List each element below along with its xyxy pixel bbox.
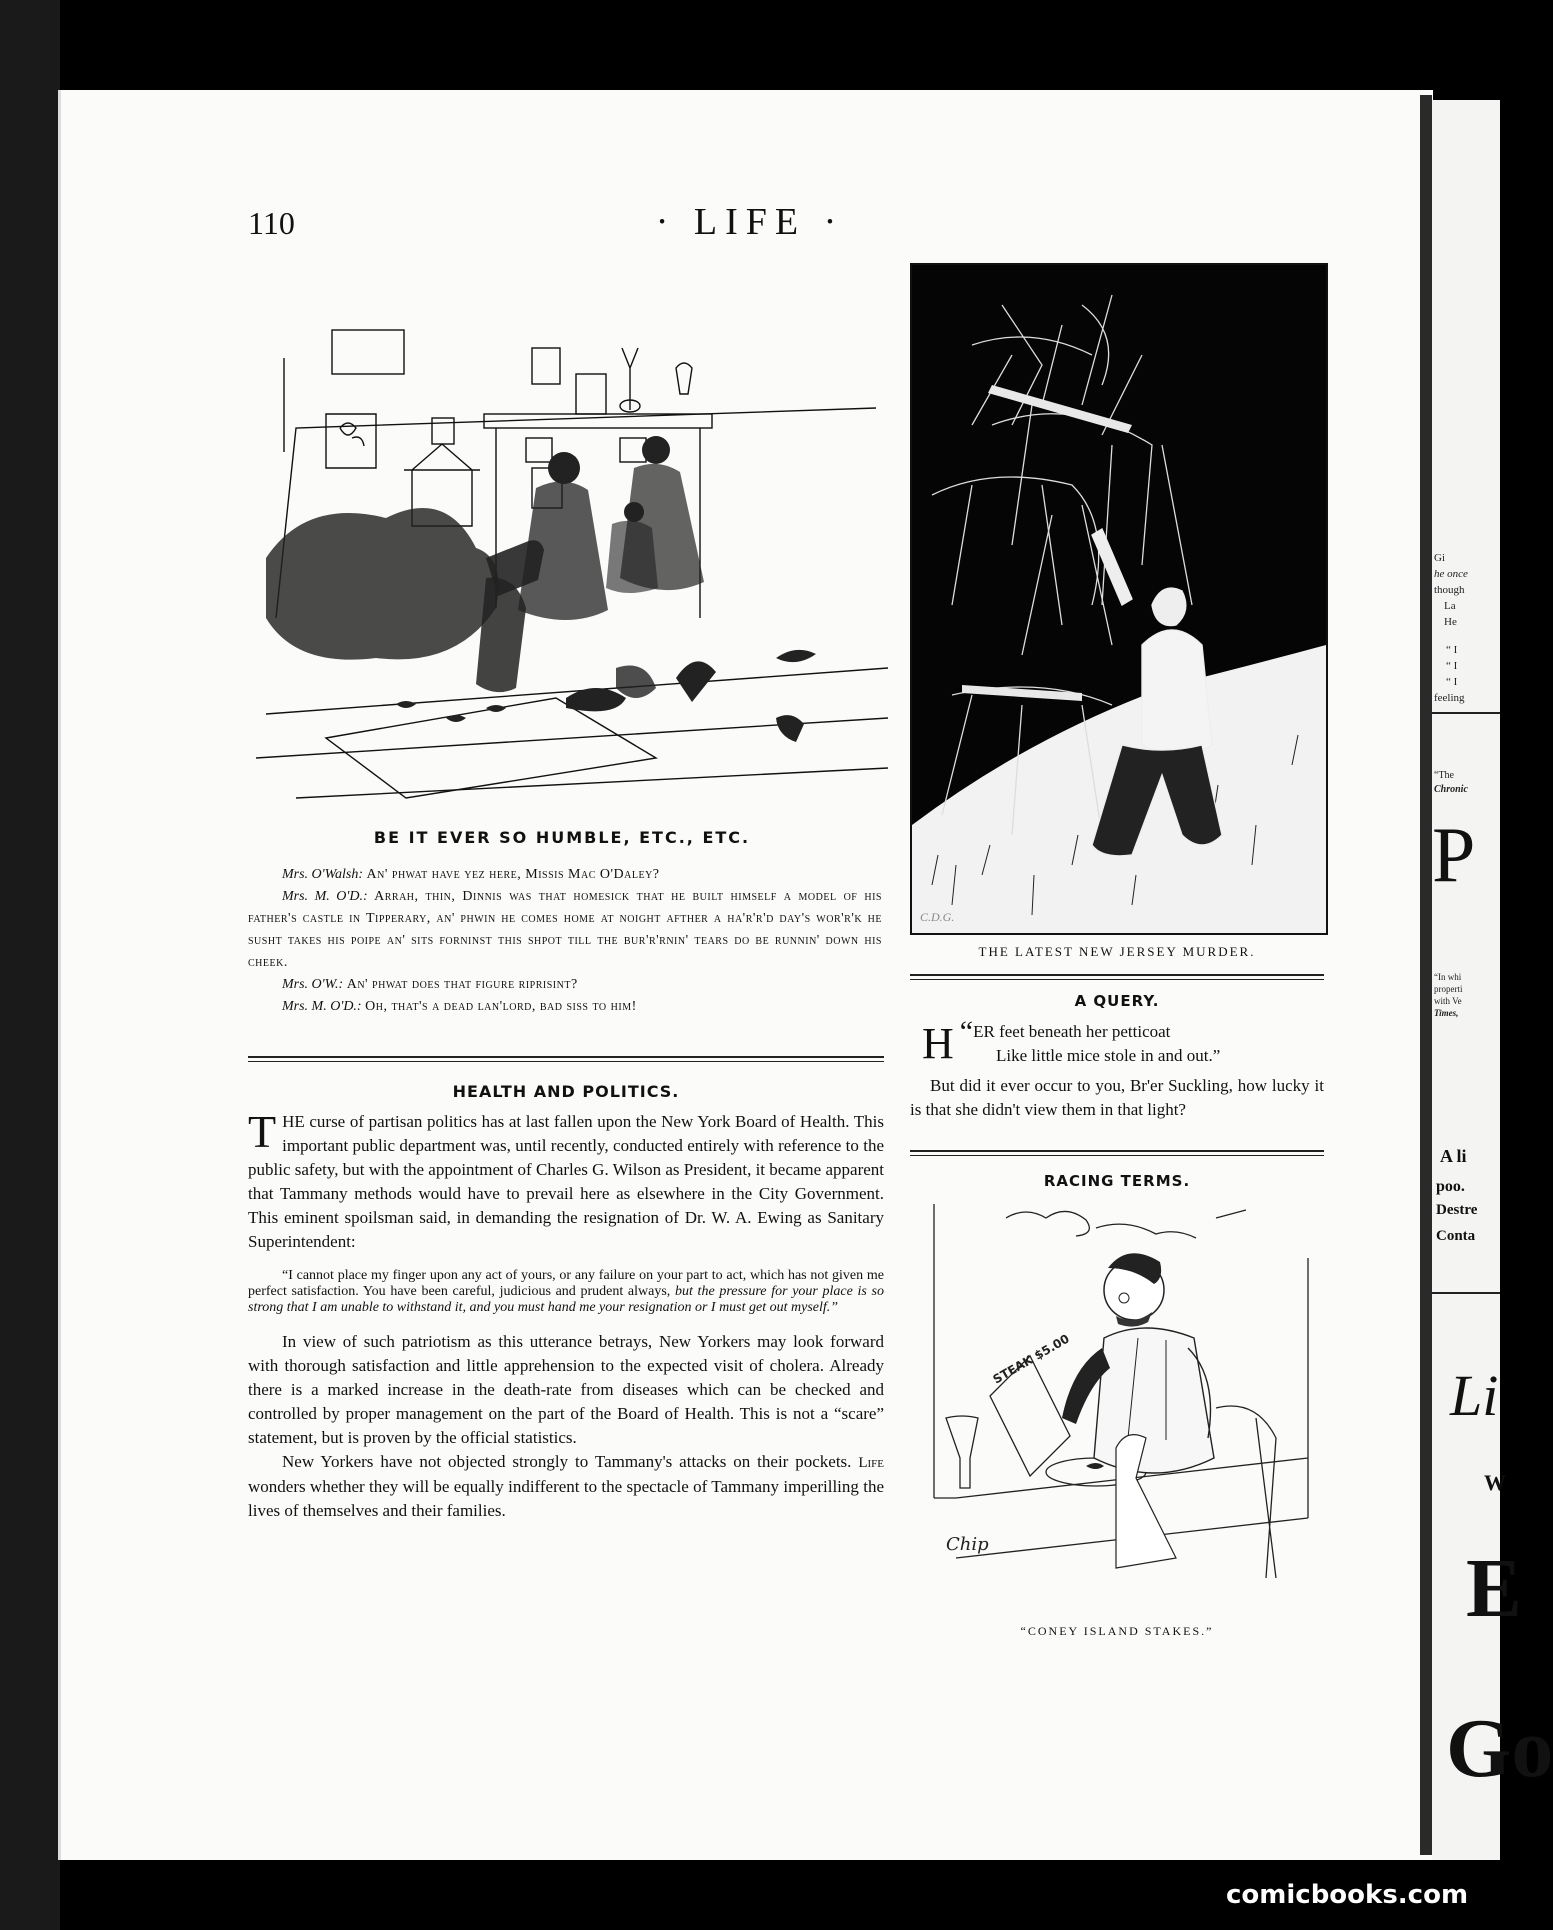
- facing-fragment: he once: [1434, 568, 1468, 580]
- dialogue-line: [248, 996, 882, 1018]
- facing-fragment: “ I: [1446, 676, 1458, 688]
- facing-fragment: poo.: [1436, 1178, 1465, 1195]
- racing-title: RACING TERMS.: [1043, 1172, 1191, 1190]
- facing-fragment: with Ve: [1434, 996, 1462, 1006]
- dialogue-text: Oh, that's a dead lan'lord, bad siss to him!: [365, 999, 637, 1014]
- svg-text:C.D.G.: C.D.G.: [920, 910, 955, 924]
- dialogue-line: [248, 864, 882, 886]
- cartoon-diner-illustration: [916, 1198, 1318, 1598]
- query-verse: Like little mice stole in and out.”: [996, 1046, 1221, 1065]
- scan-border: [0, 0, 60, 1930]
- speaker-label: Mrs. O'W.:: [282, 977, 344, 992]
- facing-fragment: “ I: [1446, 660, 1458, 672]
- masthead: · LIFE ·: [655, 201, 845, 243]
- facing-fragment: “ I: [1446, 644, 1458, 656]
- dialogue-text: Arrah, thin, Dinnis was that homesick that he built himself a model of his father's castle in Tipperary, an' phwin he comes home at noight afther a ha'r'r'd day's wor'r'k he susht takes his poipe an' sits forninst this shpot till the bur'r'rnin' tears do be runnin' down his cheek.: [248, 889, 882, 970]
- article-title: HEALTH AND POLITICS.: [452, 1082, 680, 1101]
- cartoon-dialogue: [248, 864, 882, 1018]
- article-paragraph: THE curse of partisan politics has at last fallen upon the New York Board of Health. This important public department was, until recently, conducted entirely with reference to the public safety, but with the appointment of Charles G. Wilson as President, it became apparent that Tammany methods would have to prevail here as elsewhere in the City Government. This eminent spoilsman said, in demanding the resignation of Dr. W. A. Ewing as Sanitary Superintendent:: [248, 1106, 884, 1251]
- facing-fragment: He: [1444, 616, 1457, 628]
- page-number: 110: [248, 205, 295, 241]
- section-divider: [910, 1150, 1324, 1156]
- facing-fragment: Li: [1450, 1363, 1499, 1428]
- query-verse: “ H ER feet beneath her petticoat: [922, 1015, 1171, 1068]
- section-divider: [910, 974, 1324, 980]
- facing-fragment: Destre: [1436, 1202, 1478, 1218]
- facing-fragment: A li: [1440, 1146, 1467, 1166]
- facing-fragment: Conta: [1436, 1228, 1476, 1244]
- drop-cap: H: [922, 1019, 954, 1068]
- dialogue-text: An' phwat have yez here, Missis Mac O'Daley?: [366, 867, 660, 882]
- facing-fragment: feeling: [1434, 692, 1465, 704]
- facing-fragment: W: [1484, 1470, 1506, 1495]
- facing-fragment: Times,: [1434, 1008, 1459, 1018]
- cartoon-caption: THE LATEST NEW JERSEY MURDER.: [978, 944, 1256, 959]
- facing-fragment: “The: [1434, 770, 1454, 781]
- article-paragraph: New Yorkers have not objected strongly to Tammany's attacks on their pockets. Life wonders whether they will be equally indifferent to the spectacle of Tammany imperilling the lives of themselves and their families.: [248, 1452, 884, 1520]
- facing-fragment: though: [1434, 584, 1465, 596]
- speaker-label: Mrs. M. O'D.:: [282, 999, 362, 1014]
- site-watermark: comicbooks.com: [1226, 1880, 1469, 1910]
- artist-signature: Chip: [946, 1534, 989, 1555]
- dialogue-text: An' phwat does that figure riprisint?: [346, 977, 578, 992]
- cartoon-parlor-illustration: [236, 318, 888, 806]
- cartoon-title: BE IT EVER SO HUMBLE, ETC., ETC.: [373, 828, 751, 847]
- cartoon-caption: “CONEY ISLAND STAKES.”: [1020, 1624, 1214, 1638]
- section-divider: [248, 1056, 884, 1062]
- facing-fragment: Gi: [1434, 552, 1445, 564]
- facing-fragment: P: [1432, 811, 1476, 898]
- speaker-label: Mrs. O'Walsh:: [282, 867, 364, 882]
- speaker-label: Mrs. M. O'D.:: [282, 889, 368, 904]
- facing-rule: [1432, 712, 1500, 714]
- article-paragraph: In view of such patriotism as this utterance betrays, New Yorkers may look forward with thorough satisfaction and little apprehension to the expected visit of cholera. Already there is a marked increase in the death-rate from diseases which can be checked and controlled by proper management on the part of the Board of Health. This is not a “scare” statement, but is proven by the official statistics.: [248, 1332, 884, 1447]
- facing-fragment: E: [1466, 1542, 1523, 1635]
- facing-fragment: La: [1444, 600, 1456, 612]
- dialogue-line: [248, 974, 882, 996]
- page-gutter: [1420, 95, 1432, 1855]
- article-quote: “I cannot place my finger upon any act of yours, or any failure on your part to act, which has not given me perfect satisfaction. You have been careful, judicious and prudent always, but the pressure for your place is so strong that I am unable to withstand it, and you must hand me your resignation or I must get out myself.”: [248, 1268, 885, 1315]
- query-title: A QUERY.: [1074, 992, 1160, 1010]
- facing-fragment: “In whi: [1434, 972, 1462, 982]
- cartoon-mosquito-illustration: [910, 263, 1328, 935]
- facing-rule: [1432, 1292, 1500, 1294]
- facing-page: [1432, 100, 1553, 1860]
- dialogue-line: [248, 886, 882, 974]
- facing-fragment: Chronic: [1434, 784, 1468, 795]
- life-name: Life: [858, 1455, 884, 1471]
- facing-fragment: Go: [1446, 1702, 1553, 1795]
- menu-card-text: STEAK $5.00: [990, 1331, 1072, 1387]
- drop-cap: T: [248, 1106, 277, 1157]
- query-paragraph: But did it ever occur to you, Br'er Suckling, how lucky it is that she didn't view them in that light?: [910, 1076, 1324, 1119]
- query-body: [910, 1015, 1324, 1122]
- facing-fragment: properti: [1434, 984, 1463, 994]
- article-body: [248, 1106, 885, 1523]
